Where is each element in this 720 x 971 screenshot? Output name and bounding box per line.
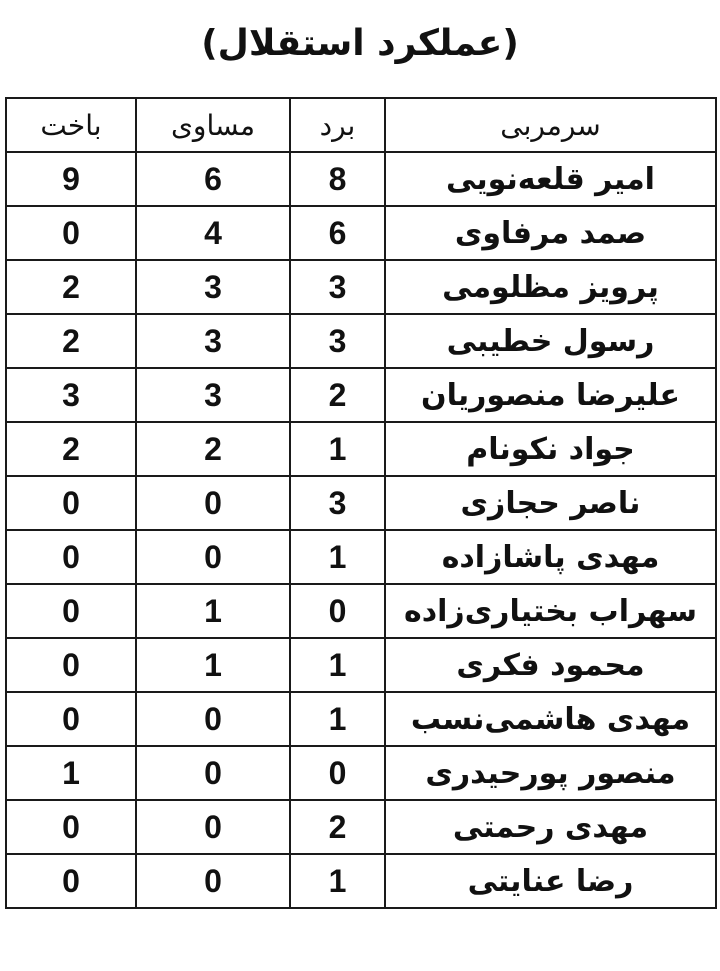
table-header-row <box>6 98 716 152</box>
coach-name-cell: امیر قلعه‌نویی <box>385 152 716 206</box>
loss-count-cell: 0 <box>6 854 136 908</box>
loss-count-cell: 0 <box>6 692 136 746</box>
win-count-cell: 0 <box>290 746 385 800</box>
table-row <box>6 422 716 476</box>
coach-name-cell: رضا عنایتی <box>385 854 716 908</box>
win-count-cell: 1 <box>290 530 385 584</box>
coach-name-cell: مهدی هاشمی‌نسب <box>385 692 716 746</box>
draw-count-cell: 3 <box>136 260 290 314</box>
page-title: (عملکرد استقلال) <box>201 23 519 64</box>
win-count-cell: 1 <box>290 854 385 908</box>
draw-count-cell: 0 <box>136 530 290 584</box>
draw-count-cell: 1 <box>136 584 290 638</box>
win-count-cell: 3 <box>290 476 385 530</box>
coach-name-cell: صمد مرفاوی <box>385 206 716 260</box>
win-count-cell: 2 <box>290 368 385 422</box>
loss-count-cell: 0 <box>6 638 136 692</box>
win-count-cell: 3 <box>290 260 385 314</box>
loss-count-cell: 9 <box>6 152 136 206</box>
table-row <box>6 638 716 692</box>
loss-count-cell: 0 <box>6 584 136 638</box>
win-count-cell: 3 <box>290 314 385 368</box>
coach-name-cell: رسول خطیبی <box>385 314 716 368</box>
coach-name-cell: علیرضا منصوریان <box>385 368 716 422</box>
loss-count-cell: 0 <box>6 206 136 260</box>
draw-count-cell: 2 <box>136 422 290 476</box>
win-count-cell: 1 <box>290 422 385 476</box>
table-row <box>6 746 716 800</box>
table-row <box>6 476 716 530</box>
loss-count-cell: 0 <box>6 476 136 530</box>
table-row <box>6 854 716 908</box>
coach-name-cell: محمود فکری <box>385 638 716 692</box>
draw-count-cell: 6 <box>136 152 290 206</box>
win-count-cell: 0 <box>290 584 385 638</box>
draw-count-cell: 0 <box>136 746 290 800</box>
win-count-cell: 1 <box>290 692 385 746</box>
loss-count-cell: 2 <box>6 260 136 314</box>
loss-count-cell: 1 <box>6 746 136 800</box>
draw-count-cell: 0 <box>136 692 290 746</box>
loss-count-cell: 2 <box>6 314 136 368</box>
draw-count-cell: 3 <box>136 314 290 368</box>
header-coach: سرمربی <box>385 98 716 152</box>
table-row <box>6 368 716 422</box>
loss-count-cell: 2 <box>6 422 136 476</box>
table-row <box>6 206 716 260</box>
table-row <box>6 800 716 854</box>
loss-count-cell: 0 <box>6 530 136 584</box>
coach-name-cell: مهدی رحمتی <box>385 800 716 854</box>
coach-name-cell: منصور پورحیدری <box>385 746 716 800</box>
table-row <box>6 314 716 368</box>
win-count-cell: 8 <box>290 152 385 206</box>
loss-count-cell: 3 <box>6 368 136 422</box>
coach-name-cell: ناصر حجازی <box>385 476 716 530</box>
coach-name-cell: جواد نکونام <box>385 422 716 476</box>
coach-name-cell: پرویز مظلومی <box>385 260 716 314</box>
draw-count-cell: 3 <box>136 368 290 422</box>
coach-name-cell: سهراب بختیاری‌زاده <box>385 584 716 638</box>
table-row <box>6 530 716 584</box>
table-row <box>6 152 716 206</box>
header-win: برد <box>290 98 385 152</box>
win-count-cell: 1 <box>290 638 385 692</box>
loss-count-cell: 0 <box>6 800 136 854</box>
draw-count-cell: 0 <box>136 854 290 908</box>
table-row <box>6 692 716 746</box>
table-row <box>6 584 716 638</box>
header-draw: مساوی <box>136 98 290 152</box>
win-count-cell: 6 <box>290 206 385 260</box>
draw-count-cell: 4 <box>136 206 290 260</box>
win-count-cell: 2 <box>290 800 385 854</box>
draw-count-cell: 1 <box>136 638 290 692</box>
draw-count-cell: 0 <box>136 476 290 530</box>
header-loss: باخت <box>6 98 136 152</box>
table-row <box>6 260 716 314</box>
coach-name-cell: مهدی پاشازاده <box>385 530 716 584</box>
coaches-results-table <box>5 97 717 909</box>
draw-count-cell: 0 <box>136 800 290 854</box>
